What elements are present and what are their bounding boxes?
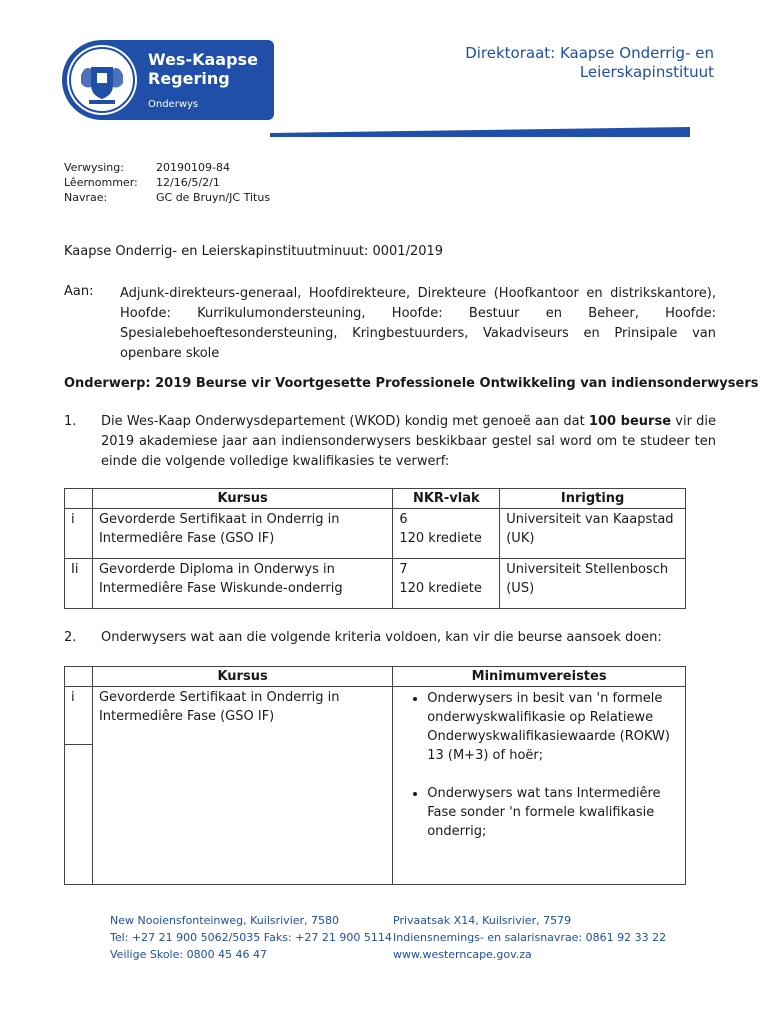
footer-address: New Nooiensfonteinweg, Kuilsrivier, 7580 Tel: +27 21 900 5062/5035 Faks: +27 21 900 5114 Veilige Skole: 0800 45 46 47 [110,914,392,961]
footer-contact: Privaatsak X14, Kuilsrivier, 7579 Indiensnemings- en salarisnavrae: 0861 92 33 22 www.westerncape.gov.za [393,914,667,961]
table-row: Ii Gevorderde Diploma in Onderwys in Intermediêre Fase Wiskunde-onderrig 7 120 krediete Universiteit Stellenbosch (US) [65,559,686,609]
column-header: Minimumvereistes [393,667,686,687]
logo-title: Wes-Kaapse Regering [148,50,258,88]
column-header: Kursus [92,489,392,509]
criteria-table [64,666,686,885]
list-item: • Onderwysers wat tans Intermediêre Fase sonder 'n formele kwalifikasie onderrig; [427,784,679,841]
bursary-courses-table [64,488,686,609]
column-header: NKR-vlak [393,489,500,509]
directorate-title: Direktoraat: Kaapse Onderrig- en Leierskapinstituut [465,44,714,81]
subject-line: Onderwerp: 2019 Beurse vir Voortgesette Professionele Ontwikkeling van indiensonderwysers [64,376,759,391]
column-header: Kursus [92,667,392,687]
paragraph-1: Die Wes-Kaap Onderwysdepartement (WKOD) kondig met genoeë aan dat 100 beurse vir die 2019 akademiese jaar aan indiensonderwysers beskikbaar gestel sal word om te studeer ten einde die volgende volledige kwalifikasies te verwerf: [101,414,717,469]
criteria-list [399,689,679,841]
column-header: Inrigting [500,489,686,509]
header-divider [270,127,690,137]
list-item: • Onderwysers in besit van 'n formele onderwyskwalifikasie op Relatiewe Onderwyskwalifikasiewaarde (ROKW) 13 (M+3) of hoër; [427,689,679,765]
reference-row: Verwysing: 20190109-84 [64,161,230,174]
reference-row: Lêernommer: 12/16/5/2/1 [64,176,220,189]
addressees-text: Adjunk-direkteurs-generaal, Hoofdirekteure, Direkteure (Hoofkantoor en distrikskantore), Hoofde: Kurrikulumondersteuning, Hoofde: Bestuur en Beheer, Hoofde: Spesialebehoeftesondersteuning, Kringbestuurders, Vakadviseurs en Prinsipale van openbare skole [120,286,716,361]
logo-subtitle: Onderwys [148,99,199,110]
reference-row: Navrae: GC de Bruyn/JC Titus [64,191,271,204]
reference-block [64,160,270,205]
paragraph-number: 2. [64,630,77,645]
table-header-row [65,489,686,509]
paragraph-number: 1. [64,414,77,429]
minute-title: Kaapse Onderrig- en Leierskapinstituutminuut: 0001/2019 [64,244,444,259]
table-row: i Gevorderde Sertifikaat in Onderrig in Intermediêre Fase (GSO IF) 6 120 krediete Universiteit van Kaapstad (UK) [65,509,686,559]
paragraph-2: Onderwysers wat aan die volgende kriteria voldoen, kan vir die beurse aansoek doen: [101,630,662,645]
website-link[interactable]: www.westerncape.gov.za [393,948,532,961]
table-header-row [65,667,686,687]
addressees-label: Aan: [64,284,94,299]
table-row: i Gevorderde Sertifikaat in Onderrig in Intermediêre Fase (GSO IF) • Onderwysers in besit van 'n formele onderwyskwalifikasie op Relatiewe Onderwyskwalifikasiewaarde (ROKW) 13 (M+3) of hoër; • Onderwysers wat tans Intermediêre Fase sonder 'n formele kwalifikasie onderrig; [65,687,686,745]
crest-icon [67,45,137,115]
